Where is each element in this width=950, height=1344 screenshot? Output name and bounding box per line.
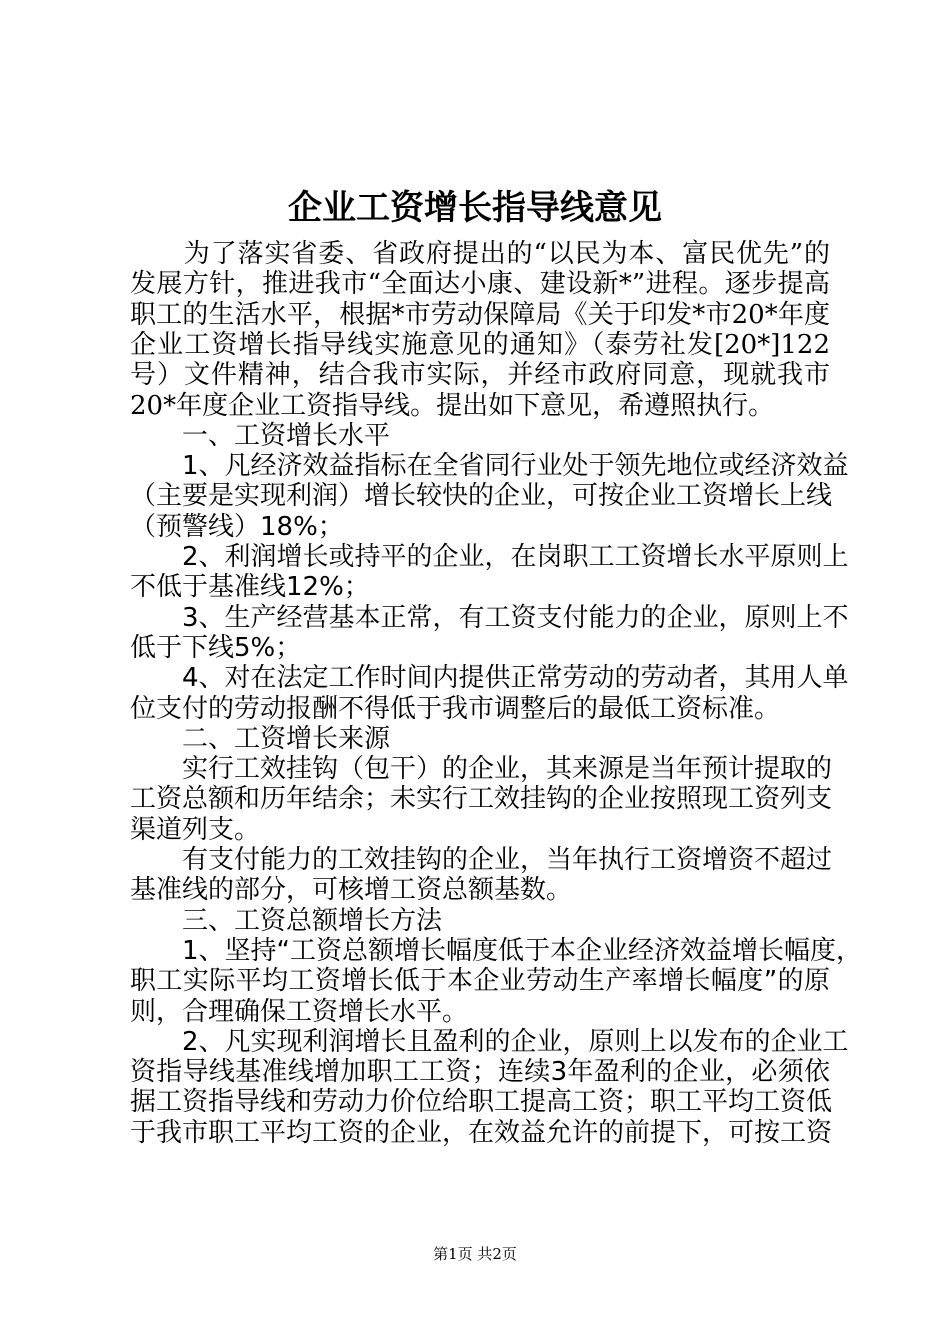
body-line: 2、利润增长或持平的企业，在岗职工工资增长水平原则上 [130,542,849,572]
body-line: 不低于基准线12%； [130,572,370,603]
body-line: 二、工资增长来源 [130,723,391,754]
body-line: 2、凡实现利润增长且盈利的企业，原则上以发布的企业工 [130,1026,849,1057]
body-line: 三、工资总额增长方法 [130,905,443,936]
body-line: 有支付能力的工效挂钩的企业，当年执行工资增资不超过 [130,845,833,875]
body-line: 实行工效挂钩（包干）的企业，其来源是当年预计提取的 [130,754,833,785]
body-line: 发展方针，推进我市“全面达小康、建设新*”进程。逐步提高 [130,269,830,300]
body-line: 1、凡经济效益指标在全省同行业处于领先地位或经济效益 [130,451,849,482]
body-line: （主要是实现利润）增长较快的企业，可按企业工资增长上线 [130,481,833,512]
body-line: 企业工资增长指导线实施意见的通知》（泰劳社发[20*]122 [130,329,830,360]
body-line: 职工实际平均工资增长低于本企业劳动生产率增长幅度”的原 [130,966,830,997]
page-footer: 第1页 共2页 [433,1245,517,1263]
body-line: 基准线的部分，可核增工资总额基数。 [130,875,573,906]
body-line: 4、对在法定工作时间内提供正常劳动的劳动者，其用人单 [130,663,849,694]
body-line: 号）文件精神，结合我市实际，并经市政府同意，现就我市 [130,360,830,391]
body-line: 职工的生活水平，根据*市劳动保障局《关于印发*市20*年度 [130,299,830,330]
body-line: 20*年度企业工资指导线。提出如下意见，希遵照执行。 [130,390,775,421]
body-line: 为了落实省委、省政府提出的“以民为本、富民优先”的 [130,239,830,269]
body-line: 工资总额和历年结余；未实行工效挂钩的企业按照现工资列支 [130,784,833,815]
body-line: 低于下线5%； [130,632,302,663]
body-line: 3、生产经营基本正常，有工资支付能力的企业，原则上不 [130,602,849,633]
body-line: （预警线）18%； [130,511,344,542]
body-line: 位支付的劳动报酬不得低于我市调整后的最低工资标准。 [130,693,781,724]
body-line: 于我市职工平均工资的企业，在效益允许的前提下，可按工资 [130,1117,833,1148]
document-title: 企业工资增长指导线意见 [288,188,662,228]
body-line: 渠道列支。 [130,814,261,845]
body-line: 资指导线基准线增加职工工资；连续3年盈利的企业，必须依 [130,1057,830,1088]
body-line: 则，合理确保工资增长水平。 [130,996,469,1027]
body-line: 1、坚持“工资总额增长幅度低于本企业经济效益增长幅度， [130,935,863,966]
body-line: 据工资指导线和劳动力价位给职工提高工资；职工平均工资低 [130,1087,833,1118]
body-line: 一、工资增长水平 [130,420,391,451]
